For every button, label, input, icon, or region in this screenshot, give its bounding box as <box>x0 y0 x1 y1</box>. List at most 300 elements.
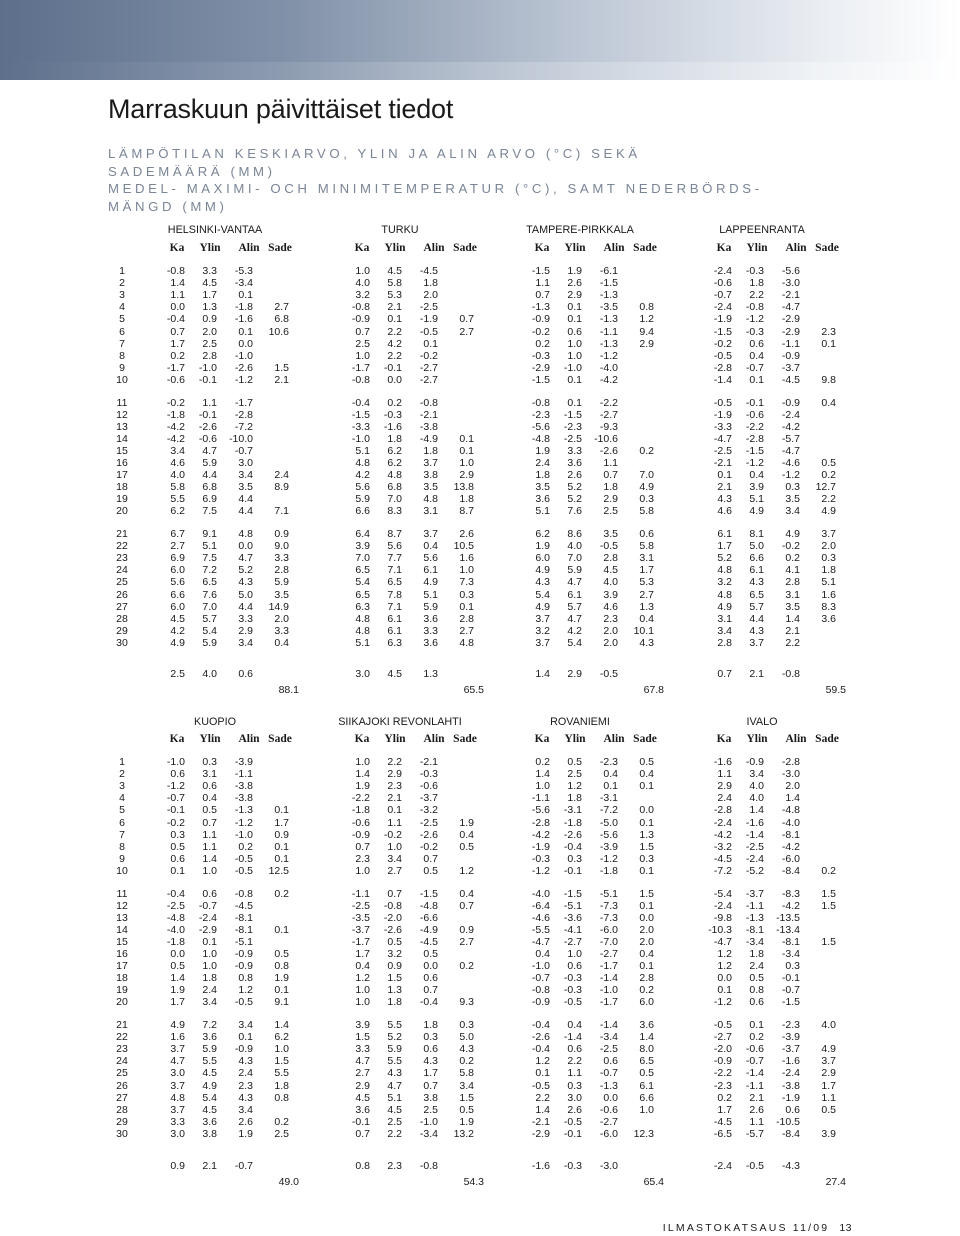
day-number: 2 <box>119 277 125 290</box>
table-cell: -1.4 <box>599 972 618 985</box>
table-cell: 1.0 <box>355 996 370 1009</box>
table-cell: -2.5 <box>419 816 438 829</box>
table-cell: 2.2 <box>821 493 836 506</box>
table-cell: -2.3 <box>713 1079 732 1092</box>
table-cell: -4.8 <box>781 804 800 817</box>
table-cell: 3.5 <box>238 481 253 494</box>
table-cell: -2.6 <box>383 923 402 936</box>
table-cell: -4.2 <box>599 373 618 386</box>
table-cell: 1.5 <box>821 899 836 912</box>
table-cell: 2.0 <box>785 780 800 793</box>
table-cell: 2.6 <box>567 1103 582 1116</box>
table-cell: -3.7 <box>781 1043 800 1056</box>
table-cell: -2.5 <box>713 444 732 457</box>
table-cell: 8.7 <box>459 505 474 518</box>
table-cell: 3.7 <box>821 1055 836 1068</box>
table-cell: -6.6 <box>419 911 438 924</box>
table-cell: 5.9 <box>387 1043 402 1056</box>
table-cell: 2.1 <box>387 301 402 314</box>
table-cell: 5.4 <box>202 1091 217 1104</box>
table-cell: -0.1 <box>563 864 582 877</box>
table-cell: 6.6 <box>639 1091 654 1104</box>
table-cell: -0.2 <box>419 840 438 853</box>
table-cell: 1.4 <box>274 1019 289 1031</box>
table-cell: 2.3 <box>821 325 836 338</box>
table-cell: -2.8 <box>745 432 764 445</box>
table-cell: 5.4 <box>535 588 550 601</box>
table-cell: 0.2 <box>821 864 836 877</box>
column-header: Ka <box>354 733 370 745</box>
table-cell: -2.1 <box>531 1115 550 1128</box>
table-cell: -2.3 <box>563 420 582 433</box>
table-cell: -0.1 <box>198 408 217 421</box>
table-cell: 0.5 <box>749 972 764 985</box>
page-number: 13 <box>839 1222 852 1234</box>
table-cell: 2.0 <box>821 540 836 553</box>
day-number: 21 <box>116 1019 128 1031</box>
table-cell: 12.3 <box>633 1127 654 1140</box>
table-cell: -6.1 <box>599 265 618 277</box>
table-cell: 5.9 <box>567 564 582 577</box>
table-cell: 3.1 <box>717 612 732 625</box>
day-number: 15 <box>116 444 128 457</box>
table-cell: 6.6 <box>355 505 370 518</box>
monthly-average: 0.8 <box>355 1160 370 1172</box>
table-cell: -3.7 <box>351 923 370 936</box>
table-cell: -2.1 <box>419 756 438 768</box>
table-cell: 5.1 <box>202 540 217 553</box>
table-cell: 3.2 <box>535 624 550 637</box>
table-cell: -13.4 <box>776 923 800 936</box>
table-cell: 0.7 <box>170 325 185 338</box>
table-cell: 3.3 <box>238 612 253 625</box>
day-number: 5 <box>119 804 125 817</box>
table-cell: 0.4 <box>603 768 618 781</box>
table-cell: -0.7 <box>166 792 185 805</box>
table-cell: 0.6 <box>749 337 764 350</box>
table-cell: 6.1 <box>717 528 732 540</box>
table-cell: -1.3 <box>531 301 550 314</box>
day-number: 19 <box>116 984 128 997</box>
table-cell: 0.5 <box>202 804 217 817</box>
table-cell: -1.4 <box>563 1031 582 1044</box>
column-header: Sade <box>633 733 657 745</box>
table-cell: 5.0 <box>238 588 253 601</box>
table-cell: 0.1 <box>274 840 289 853</box>
day-number: 12 <box>116 408 128 421</box>
table-cell: 0.2 <box>821 469 836 482</box>
table-cell: 0.1 <box>639 899 654 912</box>
column-header: Sade <box>453 733 477 745</box>
table-cell: 1.0 <box>355 864 370 877</box>
table-cell: 4.5 <box>355 1091 370 1104</box>
table-cell: -4.9 <box>419 432 438 445</box>
table-cell: -0.3 <box>745 265 764 277</box>
subtitle-line: MÄNGD (MM) <box>108 198 228 214</box>
table-cell: 3.9 <box>355 540 370 553</box>
table-cell: 3.4 <box>459 1079 474 1092</box>
table-cell: 2.4 <box>202 984 217 997</box>
table-cell: 0.3 <box>639 852 654 865</box>
table-cell: 0.3 <box>567 1079 582 1092</box>
table-cell: 1.2 <box>717 960 732 973</box>
table-cell: -1.5 <box>563 887 582 900</box>
table-cell: 1.7 <box>717 540 732 553</box>
table-cell: 0.5 <box>423 864 438 877</box>
table-cell: 8.3 <box>821 600 836 613</box>
table-cell: 9.1 <box>274 996 289 1009</box>
table-cell: 1.2 <box>459 864 474 877</box>
table-cell: 2.8 <box>717 636 732 649</box>
table-cell: -3.4 <box>781 948 800 960</box>
subtitle-line: MEDEL- MAXIMI- OCH MINIMITEMPERATUR (°C), SAMT NEDERBÖRDS- <box>108 181 763 196</box>
table-cell: 4.4 <box>749 612 764 625</box>
table-cell: 4.4 <box>238 505 253 518</box>
table-cell: -2.6 <box>234 361 253 374</box>
table-cell: 1.3 <box>387 984 402 997</box>
table-cell: 4.6 <box>717 505 732 518</box>
table-cell: -1.4 <box>713 373 732 386</box>
table-cell: 6.2 <box>535 528 550 540</box>
table-cell: -5.1 <box>599 887 618 900</box>
table-cell: -0.6 <box>599 1103 618 1116</box>
table-cell: 0.1 <box>202 935 217 948</box>
table-cell: -0.4 <box>531 1019 550 1031</box>
table-cell: -3.3 <box>351 420 370 433</box>
day-number: 13 <box>116 420 128 433</box>
table-cell: -1.5 <box>351 408 370 421</box>
table-cell: 4.2 <box>567 624 582 637</box>
table-cell: 3.5 <box>274 588 289 601</box>
column-header: Ylin <box>746 242 768 254</box>
table-cell: 0.8 <box>639 301 654 314</box>
table-cell: 0.0 <box>423 960 438 973</box>
monthly-average: -1.6 <box>531 1160 550 1172</box>
day-number: 15 <box>116 935 128 948</box>
table-cell: 9.0 <box>274 540 289 553</box>
column-header: Ylin <box>199 733 221 745</box>
table-cell: 2.7 <box>387 864 402 877</box>
table-cell: 5.7 <box>202 612 217 625</box>
table-cell: 2.7 <box>355 1067 370 1080</box>
column-header: Ylin <box>564 733 586 745</box>
table-cell: 5.8 <box>387 277 402 290</box>
table-cell: -3.8 <box>234 780 253 793</box>
table-cell: 5.2 <box>387 1031 402 1044</box>
table-cell: 0.1 <box>238 289 253 302</box>
table-cell: -2.9 <box>781 325 800 338</box>
table-cell: 1.2 <box>639 313 654 326</box>
table-cell: 1.8 <box>749 948 764 960</box>
table-cell: 4.0 <box>170 469 185 482</box>
table-cell: 5.5 <box>387 1019 402 1031</box>
station-name: LAPPEENRANTA <box>719 224 805 236</box>
table-cell: -2.6 <box>198 420 217 433</box>
table-cell: 4.3 <box>749 576 764 589</box>
table-cell: 0.5 <box>459 1103 474 1116</box>
table-cell: 0.6 <box>170 768 185 781</box>
table-cell: -1.6 <box>234 313 253 326</box>
table-cell: 1.0 <box>202 948 217 960</box>
table-cell: 0.2 <box>274 887 289 900</box>
table-cell: 0.0 <box>170 948 185 960</box>
table-cell: -1.9 <box>781 1091 800 1104</box>
table-cell: -2.4 <box>781 1067 800 1080</box>
table-cell: 1.0 <box>459 564 474 577</box>
table-cell: 2.1 <box>387 792 402 805</box>
table-cell: 3.6 <box>202 1031 217 1044</box>
table-cell: 1.2 <box>238 984 253 997</box>
table-cell: 5.8 <box>459 1067 474 1080</box>
table-cell: 6.5 <box>639 1055 654 1068</box>
table-cell: 4.7 <box>355 1055 370 1068</box>
column-header: Ka <box>354 242 370 254</box>
table-cell: -0.6 <box>745 408 764 421</box>
table-cell: -1.1 <box>234 768 253 781</box>
table-cell: 3.1 <box>639 552 654 565</box>
table-cell: -2.6 <box>419 828 438 841</box>
table-cell: 1.1 <box>821 1091 836 1104</box>
monthly-average: 2.3 <box>387 1160 402 1172</box>
table-cell: 4.5 <box>387 1103 402 1116</box>
table-cell: -3.7 <box>419 792 438 805</box>
day-number: 6 <box>119 816 125 829</box>
table-cell: 0.5 <box>170 960 185 973</box>
table-cell: 1.4 <box>639 1031 654 1044</box>
station-name: HELSINKI-VANTAA <box>167 224 263 236</box>
column-header: Ka <box>534 733 550 745</box>
table-cell: 7.8 <box>387 588 402 601</box>
table-cell: -2.2 <box>599 396 618 409</box>
monthly-average: 2.5 <box>170 668 185 680</box>
table-cell: 5.5 <box>387 1055 402 1068</box>
table-cell: 3.2 <box>717 576 732 589</box>
table-cell: 1.4 <box>355 768 370 781</box>
table-cell: 6.1 <box>567 588 582 601</box>
table-cell: 0.7 <box>355 1127 370 1140</box>
table-cell: 2.1 <box>749 1091 764 1104</box>
table-cell: 0.1 <box>459 432 474 445</box>
table-cell: 0.3 <box>423 1031 438 1044</box>
day-number: 24 <box>116 1055 128 1068</box>
table-cell: 5.5 <box>274 1067 289 1080</box>
table-cell: -0.9 <box>781 349 800 362</box>
day-number: 16 <box>116 948 128 960</box>
day-number: 20 <box>116 996 128 1009</box>
table-cell: -2.3 <box>781 1019 800 1031</box>
table-cell: 1.1 <box>603 457 618 469</box>
table-cell: 3.7 <box>423 528 438 540</box>
monthly-average: -0.8 <box>781 668 800 680</box>
table-cell: -0.1 <box>745 396 764 409</box>
table-cell: -10.6 <box>594 432 618 445</box>
table-cell: 5.8 <box>170 481 185 494</box>
day-number: 29 <box>116 1115 128 1128</box>
table-cell: 4.9 <box>785 528 800 540</box>
table-cell: -1.9 <box>419 313 438 326</box>
table-cell: 1.5 <box>821 887 836 900</box>
table-cell: -0.5 <box>713 396 732 409</box>
table-cell: -2.8 <box>234 408 253 421</box>
table-cell: 0.6 <box>785 1103 800 1116</box>
table-cell: -4.8 <box>419 899 438 912</box>
table-cell: 2.0 <box>274 612 289 625</box>
table-cell: -1.5 <box>781 996 800 1009</box>
table-cell: 0.7 <box>355 840 370 853</box>
table-cell: 5.7 <box>567 600 582 613</box>
table-cell: 1.4 <box>785 792 800 805</box>
table-cell: 4.9 <box>535 564 550 577</box>
table-cell: 0.1 <box>639 816 654 829</box>
table-cell: -7.2 <box>599 804 618 817</box>
table-cell: 0.8 <box>274 1091 289 1104</box>
table-cell: 3.9 <box>749 481 764 494</box>
table-cell: -2.2 <box>351 792 370 805</box>
table-cell: 6.0 <box>535 552 550 565</box>
table-cell: 4.9 <box>717 600 732 613</box>
table-cell: -2.9 <box>531 361 550 374</box>
table-cell: 2.4 <box>274 469 289 482</box>
table-cell: -3.2 <box>419 804 438 817</box>
table-cell: -0.2 <box>781 540 800 553</box>
table-cell: -1.3 <box>599 289 618 302</box>
table-cell: -3.1 <box>599 792 618 805</box>
monthly-average: 4.0 <box>202 668 217 680</box>
table-cell: 10.6 <box>268 325 289 338</box>
table-cell: 8.9 <box>274 481 289 494</box>
table-cell: 0.3 <box>567 852 582 865</box>
table-cell: 0.1 <box>459 600 474 613</box>
table-cell: 4.8 <box>355 612 370 625</box>
table-cell: 4.7 <box>567 576 582 589</box>
day-number: 5 <box>119 313 125 326</box>
table-cell: -10.3 <box>708 923 732 936</box>
table-cell: 0.0 <box>170 301 185 314</box>
table-cell: 4.3 <box>459 1043 474 1056</box>
column-header: Alin <box>603 733 625 745</box>
table-cell: -1.4 <box>745 1067 764 1080</box>
table-cell: -5.3 <box>234 265 253 277</box>
table-cell: 1.8 <box>535 469 550 482</box>
table-cell: 0.6 <box>639 528 654 540</box>
table-cell: 3.0 <box>170 1067 185 1080</box>
table-cell: 4.9 <box>749 505 764 518</box>
table-cell: -4.0 <box>166 923 185 936</box>
table-cell: -4.5 <box>713 1115 732 1128</box>
table-cell: -2.8 <box>531 816 550 829</box>
column-header: Sade <box>633 242 657 254</box>
table-cell: 1.2 <box>535 1055 550 1068</box>
table-cell: 4.3 <box>238 576 253 589</box>
table-cell: 6.2 <box>274 1031 289 1044</box>
table-cell: 3.8 <box>423 469 438 482</box>
table-cell: -1.3 <box>599 1079 618 1092</box>
table-cell: 2.4 <box>238 1067 253 1080</box>
table-cell: 5.4 <box>355 576 370 589</box>
table-cell: -0.6 <box>166 373 185 386</box>
day-number: 26 <box>116 1079 128 1092</box>
table-cell: 0.6 <box>567 325 582 338</box>
column-header: Ylin <box>199 242 221 254</box>
table-cell: 4.6 <box>170 457 185 469</box>
monthly-average: 0.6 <box>238 668 253 680</box>
table-cell: -0.4 <box>166 887 185 900</box>
table-cell: 0.4 <box>423 540 438 553</box>
table-cell: -0.8 <box>351 301 370 314</box>
table-cell: 0.4 <box>459 887 474 900</box>
table-cell: -6.4 <box>531 899 550 912</box>
table-cell: -1.6 <box>781 1055 800 1068</box>
table-cell: -0.7 <box>745 1055 764 1068</box>
table-cell: 0.0 <box>717 972 732 985</box>
table-cell: 9.8 <box>821 373 836 386</box>
table-cell: 0.2 <box>274 1115 289 1128</box>
table-cell: 6.1 <box>423 564 438 577</box>
table-cell: 0.1 <box>274 984 289 997</box>
table-cell: 6.9 <box>170 552 185 565</box>
table-cell: -6.0 <box>599 923 618 936</box>
header-accent-bar <box>0 0 960 80</box>
table-cell: -1.2 <box>745 313 764 326</box>
table-cell: 3.1 <box>202 768 217 781</box>
table-cell: 6.5 <box>202 576 217 589</box>
table-cell: -8.1 <box>234 911 253 924</box>
monthly-average: 2.9 <box>567 668 582 680</box>
table-cell: -0.3 <box>383 408 402 421</box>
table-cell: -0.1 <box>563 1127 582 1140</box>
table-cell: -4.5 <box>234 899 253 912</box>
table-cell: 4.7 <box>202 444 217 457</box>
day-number: 3 <box>119 289 125 302</box>
day-number: 26 <box>116 588 128 601</box>
table-cell: 3.4 <box>238 636 253 649</box>
table-cell: -3.4 <box>234 277 253 290</box>
table-cell: -2.1 <box>781 289 800 302</box>
table-cell: 1.0 <box>459 457 474 469</box>
station-name: KUOPIO <box>194 716 236 728</box>
table-cell: 0.1 <box>238 325 253 338</box>
table-cell: 2.4 <box>535 457 550 469</box>
table-cell: 1.6 <box>170 1031 185 1044</box>
table-cell: -0.9 <box>351 828 370 841</box>
table-cell: 5.1 <box>749 493 764 506</box>
table-cell: -7.3 <box>599 911 618 924</box>
table-cell: -3.3 <box>713 420 732 433</box>
table-cell: 0.6 <box>202 780 217 793</box>
table-cell: 0.1 <box>717 984 732 997</box>
table-cell: 4.0 <box>567 540 582 553</box>
table-cell: 1.0 <box>639 1103 654 1116</box>
table-cell: 2.1 <box>785 624 800 637</box>
table-cell: 1.8 <box>423 277 438 290</box>
table-cell: 3.6 <box>202 1115 217 1128</box>
table-cell: 3.0 <box>238 457 253 469</box>
table-cell: -2.5 <box>563 432 582 445</box>
table-cell: -0.2 <box>419 349 438 362</box>
table-cell: 0.6 <box>749 996 764 1009</box>
table-cell: 3.4 <box>202 996 217 1009</box>
table-cell: -1.1 <box>599 325 618 338</box>
table-cell: 5.6 <box>355 481 370 494</box>
table-cell: 0.5 <box>274 948 289 960</box>
table-cell: 1.4 <box>535 768 550 781</box>
table-cell: 5.1 <box>355 636 370 649</box>
table-cell: 0.1 <box>535 1067 550 1080</box>
table-cell: -3.8 <box>234 792 253 805</box>
table-cell: -1.8 <box>166 935 185 948</box>
table-cell: -5.2 <box>745 864 764 877</box>
table-cell: 7.1 <box>387 600 402 613</box>
